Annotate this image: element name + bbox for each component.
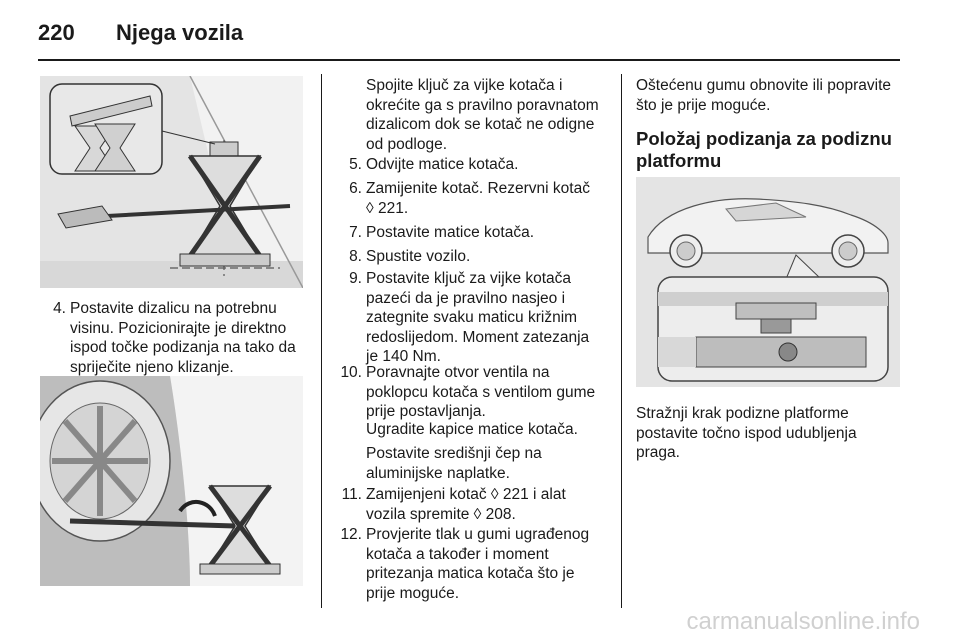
page-number: 220 bbox=[38, 20, 75, 45]
repair-note: Oštećenu gumu obnovite ili popravite što je prije moguće. bbox=[636, 77, 892, 114]
page-title: Njega vozila bbox=[116, 20, 244, 45]
column-divider-right bbox=[621, 74, 622, 608]
section-heading: Položaj podizanja za podiznu platformu bbox=[636, 128, 892, 171]
watermark: carmanualsonline.info bbox=[686, 608, 920, 635]
step-intro: Spojite ključ za vijke kotača i okrećite ga s pravilno poravnatom dizalicom dok se kotač ne odigne od podloge. bbox=[366, 77, 599, 153]
jack-illustration bbox=[40, 76, 303, 288]
column-divider-left bbox=[321, 74, 322, 608]
header-rule bbox=[38, 59, 900, 61]
figure-caption: Stražnji krak podizne platforme postavite točno ispod udubljenja praga. bbox=[636, 405, 857, 461]
wheel-jack-illustration bbox=[40, 376, 303, 586]
lift-platform-illustration bbox=[636, 177, 900, 387]
